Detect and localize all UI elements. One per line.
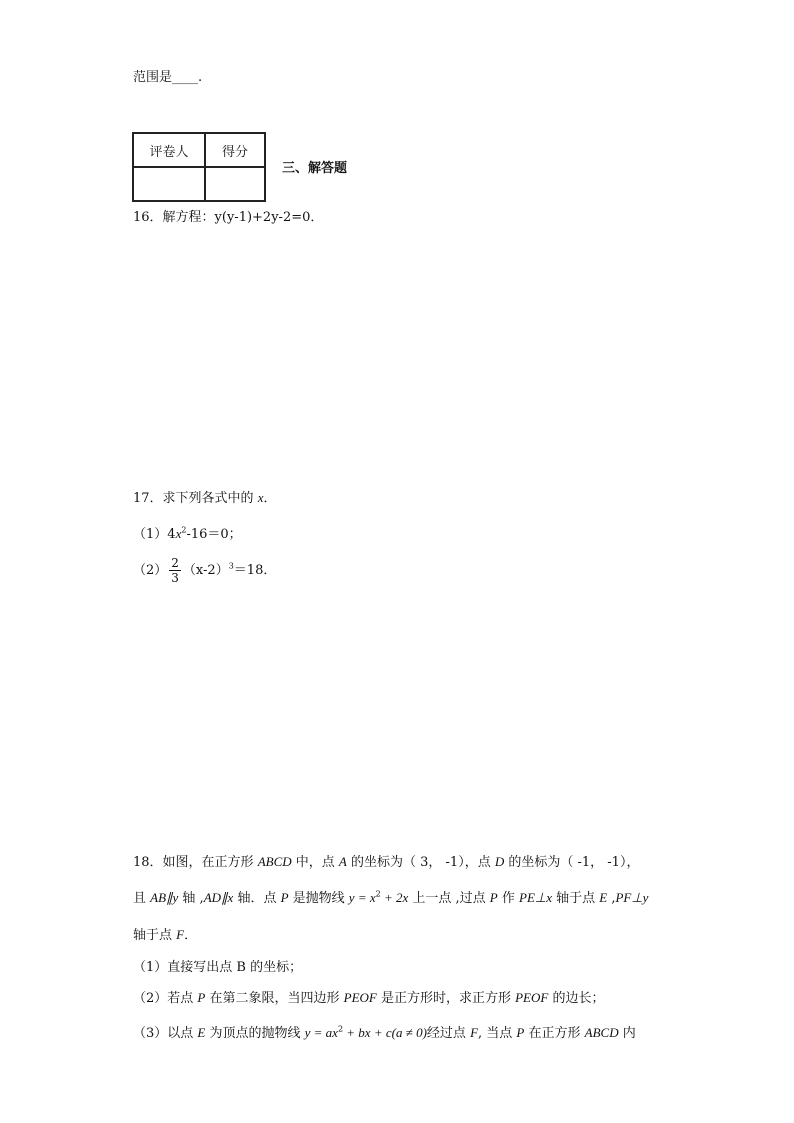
grader-cell[interactable]: [133, 167, 205, 201]
q17-head-suffix: ．: [263, 491, 277, 506]
q18-point-e: E: [197, 1025, 206, 1040]
q17-head-var: x: [257, 490, 264, 505]
q18-point-p: P: [516, 1025, 525, 1040]
q18-text: （3）以点: [133, 1026, 198, 1041]
q18-point-p: P: [280, 890, 289, 905]
q18-parabola-eq: + 2x: [380, 890, 409, 905]
question-18-line-1: [133, 851, 639, 870]
score-header: 得分: [205, 133, 265, 167]
q18-point-f: F: [470, 1025, 479, 1040]
q18-text: 的坐标为（ -1， -1），: [504, 855, 640, 870]
q18-text: 在正方形: [524, 1026, 585, 1041]
blank-range-line: 范围是____.: [133, 70, 203, 85]
question-17-part-2: [133, 556, 276, 585]
q17-part2-expr-a: （x-2）: [182, 563, 229, 578]
q17-head-prefix: 17．求下列各式中的: [133, 491, 258, 506]
q18-square-peof: PEOF: [515, 990, 549, 1005]
q18-parabola-exponent: 2: [375, 889, 381, 899]
fraction-numerator: 2: [171, 556, 179, 570]
q18-text: 作: [497, 891, 519, 906]
q18-text: 为顶点的抛物线: [205, 1026, 305, 1041]
q18-text: 是正方形时，求正方形: [376, 991, 516, 1006]
q18-text: 的坐标为（ 3， -1），点: [346, 855, 495, 870]
question-17-part-1: [133, 523, 242, 542]
q18-ad-parallel: AD∥x: [203, 890, 234, 905]
q18-text: 内: [618, 1026, 636, 1041]
q18-point-d: D: [494, 854, 505, 869]
q18-ab-parallel: AB∥y: [150, 890, 179, 905]
question-18-line-2: [133, 887, 648, 906]
q18-square-name: ABCD: [584, 1025, 619, 1040]
q17-part2-exponent: 3: [228, 561, 234, 571]
q18-text: 且: [133, 891, 151, 906]
question-18-part-2: [133, 987, 604, 1006]
q18-text: 轴于点: [551, 891, 600, 906]
question-18-part-1: （1）直接写出点 B 的坐标；: [133, 960, 303, 975]
question-17-heading: [133, 487, 276, 506]
q18-text: 18．如图，在正方形: [133, 855, 258, 870]
q18-text: 是抛物线: [288, 891, 349, 906]
q18-parabola2-eq: + bx + c: [343, 1025, 392, 1040]
q18-text: 轴．点: [233, 891, 281, 906]
q18-point-f: F: [176, 927, 185, 942]
q17-part1-label: （1）: [133, 527, 168, 542]
q18-text: ．: [184, 928, 198, 943]
q18-parabola2-exponent: 2: [337, 1024, 344, 1034]
q18-parabola2-eq: y = ax: [304, 1025, 338, 1040]
q18-point-p: P: [197, 990, 206, 1005]
q17-part1-expr-a: 4: [167, 527, 176, 542]
q18-text: , 当点: [478, 1026, 517, 1041]
section-title: 三、解答题: [282, 161, 348, 176]
score-table: [132, 132, 266, 202]
q18-point-e: E: [599, 890, 608, 905]
q18-condition: (a ≠ 0): [391, 1025, 427, 1040]
q17-part2-fraction: [169, 556, 181, 585]
q18-square-name: ABCD: [257, 854, 292, 869]
q18-text: （2）若点: [133, 991, 198, 1006]
q18-text: 中，点: [291, 855, 339, 870]
question-18-part-3: [133, 1022, 636, 1041]
q18-pe-perp: PE⊥x: [519, 890, 552, 905]
q17-part1-expr-b: -16＝0；: [186, 527, 242, 542]
q18-text: 轴 ,: [178, 891, 204, 906]
q17-part2-label: （2）: [133, 563, 168, 578]
score-cell[interactable]: [205, 167, 265, 201]
q18-parabola-eq: y = x: [348, 890, 376, 905]
q17-part1-var: x: [175, 526, 182, 541]
q18-square-peof: PEOF: [343, 990, 377, 1005]
q18-text: 轴于点: [133, 928, 177, 943]
fraction-denominator: 3: [171, 571, 179, 585]
q18-point-a: A: [338, 854, 347, 869]
question-16: 16．解方程：y(y-1)+2y-2=0．: [133, 210, 324, 225]
grader-header: 评卷人: [133, 133, 205, 167]
q17-part2-expr-b: ＝18．: [233, 563, 277, 578]
q18-text: 在第二象限，当四边形: [205, 991, 344, 1006]
q17-part1-exponent: 2: [181, 525, 187, 535]
q18-point-p: P: [489, 890, 498, 905]
q18-pf-perp: PF⊥y: [615, 890, 649, 905]
q18-text: 经过点: [426, 1026, 471, 1041]
question-18-line-3: [133, 924, 197, 943]
q18-text: 上一点 ,过点: [408, 891, 490, 906]
q18-text: ,: [607, 891, 616, 906]
q18-text: 的边长；: [548, 991, 605, 1006]
